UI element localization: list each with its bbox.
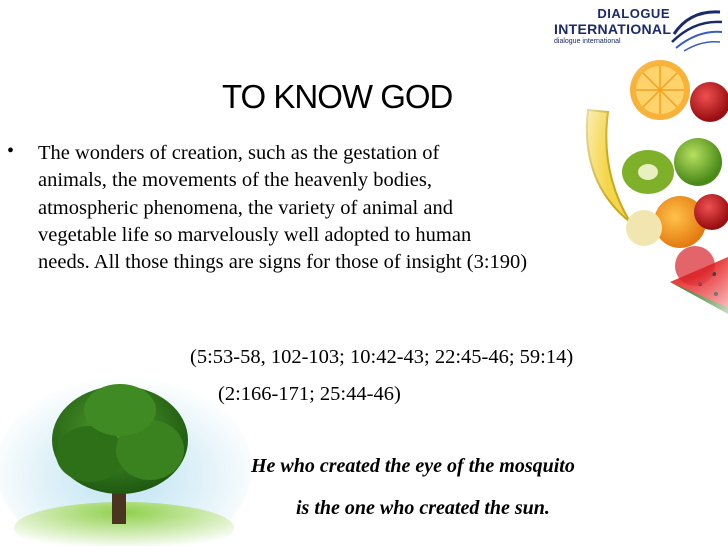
references-line-1: (5:53-58, 102-103; 10:42-43; 22:45-46; 59:14) [190, 346, 574, 368]
body-line-3: atmospheric phenomena, the variety of animal and [38, 196, 453, 219]
quote-line-2: is the one who created the sun. [296, 497, 550, 519]
references-line-2: (2:166-171; 25:44-46) [218, 383, 401, 405]
logo-text-international: INTERNATIONAL [554, 21, 672, 37]
tree-image [0, 358, 258, 546]
logo-text-dialogue: DIALOGUE [597, 6, 670, 21]
globe-swoosh-icon [670, 4, 724, 52]
dialogue-international-logo [548, 4, 724, 52]
quote-line-1: He who created the eye of the mosquito [251, 455, 575, 477]
body-line-2: animals, the movements of the heavenly bodies, [38, 169, 432, 192]
body-line-1: The wonders of creation, such as the gestation of [38, 142, 440, 164]
logo-tagline: dialogue international [554, 38, 621, 45]
body-line-4: vegetable life so marvelously well adopted to human [38, 223, 472, 246]
fruits-image [560, 52, 728, 314]
slide-title: TO KNOW GOD [222, 78, 453, 115]
body-line-5: needs. All those things are signs for those of insight (3:190) [38, 251, 528, 274]
bullet-marker: • [7, 140, 15, 162]
